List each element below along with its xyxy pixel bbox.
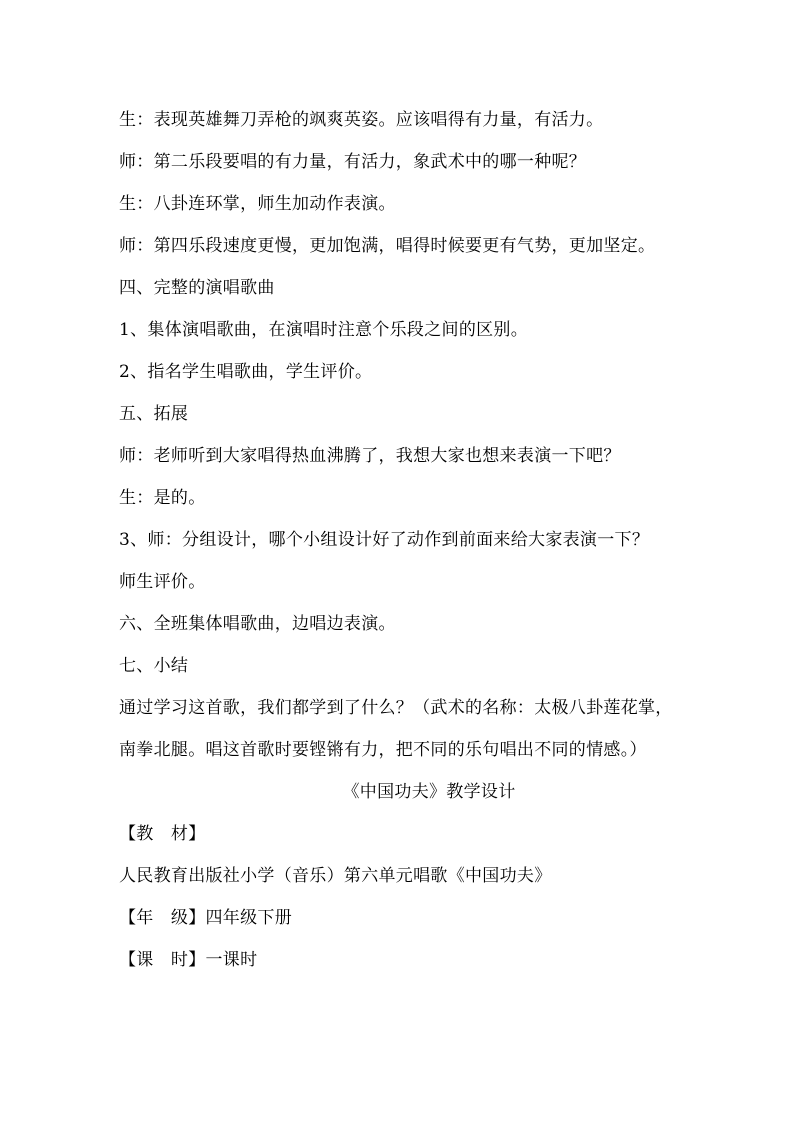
section-heading: 六、全班集体唱歌曲，边唱边表演。 bbox=[119, 614, 396, 634]
info-value-material: 人民教育出版社小学（音乐）第六单元唱歌《中国功夫》 bbox=[119, 866, 552, 886]
text-line: 师：老师听到大家唱得热血沸腾了，我想大家也想来表演一下吧？ bbox=[119, 446, 621, 466]
text-line: 生：表现英雄舞刀弄枪的飒爽英姿。应该唱得有力量，有活力。 bbox=[119, 110, 604, 130]
text-line: 生：八卦连环掌，师生加动作表演。 bbox=[119, 194, 396, 214]
summary-paragraph: 通过学习这首歌，我们都学到了什么？（武术的名称：太极八卦莲花掌，南拳北腿。唱这首歌时要铿锵有力，把不同的乐句唱出不同的情感。） bbox=[119, 698, 673, 760]
text-line: 1、集体演唱歌曲，在演唱时注意个乐段之间的区别。 bbox=[119, 320, 529, 340]
text-line: 2、指名学生唱歌曲，学生评价。 bbox=[119, 362, 373, 382]
section-heading: 四、完整的演唱歌曲 bbox=[119, 278, 275, 298]
document-title: 《中国功夫》教学设计 bbox=[342, 782, 516, 802]
section-heading: 五、拓展 bbox=[119, 404, 189, 424]
text-line: 师：第四乐段速度更慢，更加饱满，唱得时候要更有气势，更加坚定。 bbox=[119, 236, 656, 256]
info-grade: 【年 级】四年级下册 bbox=[119, 908, 292, 928]
info-label-material: 【教 材】 bbox=[119, 824, 206, 844]
text-line: 生：是的。 bbox=[119, 488, 206, 508]
section-heading: 七、小结 bbox=[119, 656, 189, 676]
text-line: 3、师：分组设计，哪个小组设计好了动作到前面来给大家表演一下？ bbox=[119, 530, 650, 550]
document-page bbox=[119, 99, 679, 981]
info-class-hours: 【课 时】一课时 bbox=[119, 950, 258, 970]
text-line: 师：第二乐段要唱的有力量，有活力，象武术中的哪一种呢？ bbox=[119, 152, 587, 172]
text-line: 师生评价。 bbox=[119, 572, 206, 592]
